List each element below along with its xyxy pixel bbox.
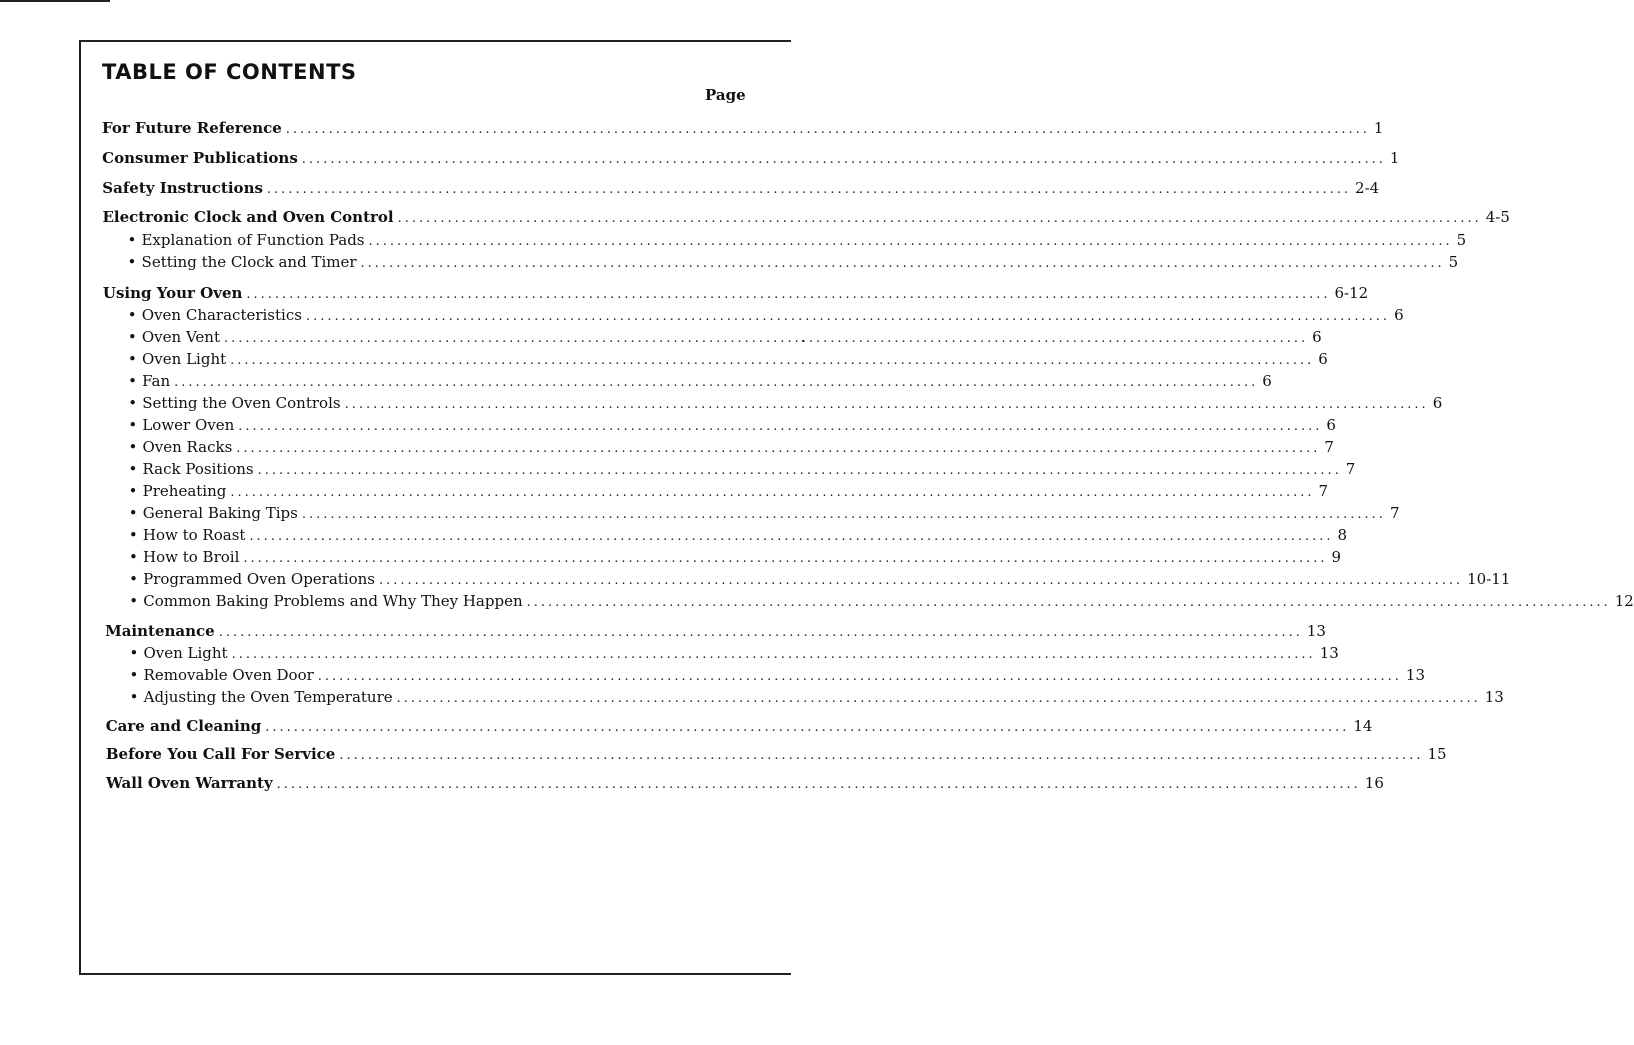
toc-entry-page: 5	[1456, 231, 1467, 249]
dot-leader: ........................................................................................................................................................	[265, 720, 1350, 735]
dot-leader: ........................................................................................................................................................	[218, 625, 1303, 640]
toc-section-entry	[102, 282, 1369, 304]
toc-sub-entry	[129, 568, 1511, 590]
dot-leader: ........................................................................................................................................................	[305, 309, 1391, 324]
toc-entry-label: Setting the Clock and Timer	[141, 253, 357, 271]
bullet-icon: •	[128, 416, 138, 434]
toc-sub-entry	[127, 251, 1459, 273]
toc-sub-entry	[128, 458, 1356, 480]
toc-entry-label: Rack Positions	[142, 460, 254, 478]
toc-entry-label: Oven Characteristics	[141, 306, 302, 324]
toc-section-entry	[105, 715, 1373, 737]
toc-entry-page: 6	[1262, 372, 1272, 390]
toc-entry-page: 7	[1345, 460, 1356, 478]
toc-entry-label: Adjusting the Oven Temperature	[143, 688, 393, 706]
dot-leader: ........................................................................................................................................................	[317, 669, 1402, 684]
bullet-icon: •	[128, 394, 138, 412]
dot-leader: ........................................................................................................................................................	[339, 748, 1424, 763]
toc-entry-page: 6	[1432, 394, 1443, 412]
toc-entry-page: 2-4	[1355, 179, 1380, 197]
bullet-icon: •	[127, 328, 137, 346]
bullet-icon: •	[129, 688, 139, 706]
page-column-heading: Page	[705, 86, 746, 104]
bullet-icon: •	[129, 592, 139, 610]
toc-sub-entry	[128, 414, 1336, 436]
dot-leader: ........................................................................................................................................................	[243, 551, 1328, 566]
toc-entry-page: 7	[1324, 438, 1334, 456]
toc-section-entry	[102, 206, 1510, 228]
dot-leader: ........................................................................................................................................................	[249, 529, 1334, 544]
toc-entry-page: 15	[1427, 745, 1447, 763]
toc-entry-label: Lower Oven	[142, 416, 235, 434]
bullet-icon: •	[129, 570, 138, 588]
toc-entry-label: Setting the Oven Controls	[142, 394, 341, 412]
toc-entry-label: Consumer Publications	[102, 149, 298, 167]
dot-leader: ........................................................................................................................................................	[223, 331, 1309, 346]
toc-entry-page: 13	[1484, 688, 1504, 706]
bullet-icon: •	[129, 666, 139, 684]
toc-entry-label: Oven Vent	[141, 328, 220, 346]
toc-entry-label: Oven Racks	[142, 438, 233, 456]
toc-section-entry	[102, 177, 1380, 199]
toc-entry-label: Common Baking Problems and Why They Happen	[143, 592, 523, 610]
toc-entry-label: Wall Oven Warranty	[106, 774, 273, 792]
toc-sub-entry	[128, 502, 1400, 524]
toc-entry-page: 6-12	[1334, 284, 1369, 302]
bullet-icon: •	[128, 460, 138, 478]
toc-section-entry	[105, 620, 1326, 642]
toc-entry-page: 6	[1326, 416, 1336, 434]
dot-leader: ........................................................................................................................................................	[344, 397, 1429, 412]
dot-leader: ........................................................................................................................................................	[246, 287, 1331, 302]
bullet-icon: •	[128, 372, 137, 390]
toc-section-entry	[105, 743, 1447, 765]
toc-entry-page: 9	[1331, 548, 1342, 566]
dot-leader: ........................................................................................................................................................	[397, 211, 1482, 226]
toc-entry-page: 12	[1614, 592, 1634, 610]
toc-entry-label: Explanation of Function Pads	[141, 231, 365, 249]
dot-leader: ........................................................................................................................................................	[379, 573, 1464, 588]
toc-entry-label: Care and Cleaning	[105, 717, 262, 735]
toc-sub-entry	[129, 664, 1425, 686]
dot-leader: ........................................................................................................................................................	[285, 122, 1370, 137]
dot-leader: ........................................................................................................................................................	[368, 234, 1453, 249]
toc-entry-label: Before You Call For Service	[105, 745, 336, 763]
dot-leader: ........................................................................................................................................................	[301, 507, 1386, 522]
dot-leader: ........................................................................................................................................................	[230, 485, 1315, 500]
toc-section-entry	[102, 147, 1400, 169]
toc-entry-page: 6	[1318, 350, 1328, 368]
toc-section-entry	[102, 117, 1384, 139]
toc-entry-page: 13	[1306, 622, 1326, 640]
bullet-icon: •	[127, 306, 137, 324]
dot-leader: ........................................................................................................................................................	[174, 375, 1259, 390]
toc-entry-label: General Baking Tips	[142, 504, 298, 522]
toc-entry-page: 6	[1312, 328, 1322, 346]
toc-sub-entry	[129, 590, 1634, 612]
toc-entry-label: How to Roast	[142, 526, 246, 544]
toc-entry-label: How to Broil	[143, 548, 240, 566]
dot-leader: ........................................................................................................................................................	[396, 691, 1481, 706]
bullet-icon: •	[129, 644, 139, 662]
toc-entry-label: Fan	[142, 372, 171, 390]
toc-sub-entry	[127, 304, 1404, 326]
toc-sub-entry	[128, 392, 1443, 414]
toc-sub-entry	[128, 370, 1272, 392]
toc-sub-entry	[127, 326, 1322, 348]
dot-leader: ........................................................................................................................................................	[231, 647, 1316, 662]
dot-leader: ........................................................................................................................................................	[257, 463, 1342, 478]
toc-entry-page: 7	[1389, 504, 1400, 522]
dot-leader: ........................................................................................................................................................	[266, 182, 1352, 197]
dot-leader: ........................................................................................................................................................	[238, 419, 1323, 434]
toc-entry-page: 8	[1337, 526, 1348, 544]
toc-entry-page: 16	[1364, 774, 1384, 792]
toc-sub-entry	[128, 348, 1328, 370]
toc-entry-page: 4-5	[1485, 208, 1510, 226]
dot-leader: ........................................................................................................................................................	[360, 256, 1445, 271]
toc-entry-label: Safety Instructions	[102, 179, 263, 197]
toc-entry-page: 5	[1448, 253, 1459, 271]
dot-leader: ........................................................................................................................................................	[236, 441, 1321, 456]
bullet-icon: •	[128, 526, 138, 544]
bullet-icon: •	[128, 350, 137, 368]
toc-section-entry	[106, 772, 1384, 794]
toc-entry-label: Preheating	[142, 482, 227, 500]
dot-leader: ........................................................................................................................................................	[526, 595, 1611, 610]
toc-entry-label: Maintenance	[105, 622, 215, 640]
toc-entry-page: 1	[1389, 149, 1400, 167]
toc-entry-label: Oven Light	[142, 350, 227, 368]
toc-entry-label: Removable Oven Door	[143, 666, 314, 684]
toc-entry-label: Electronic Clock and Oven Control	[102, 208, 394, 226]
bullet-icon: •	[127, 231, 137, 249]
bullet-icon: •	[128, 438, 138, 456]
bullet-icon: •	[128, 482, 138, 500]
bullet-icon: •	[128, 504, 138, 522]
toc-sub-entry	[128, 480, 1329, 502]
dot-leader: ........................................................................................................................................................	[276, 777, 1361, 792]
bullet-icon: •	[129, 548, 138, 566]
toc-sub-entry	[128, 436, 1334, 458]
toc-entry-label: Programmed Oven Operations	[143, 570, 375, 588]
toc-entry-label: Oven Light	[143, 644, 228, 662]
toc-sub-entry	[129, 546, 1342, 568]
toc-entry-page: 13	[1319, 644, 1339, 662]
toc-entry-page: 10-11	[1467, 570, 1511, 588]
toc-entry-page: 6	[1394, 306, 1404, 324]
dot-leader: ........................................................................................................................................................	[301, 152, 1386, 167]
toc-entry-page: 14	[1353, 717, 1373, 735]
toc-entry-page: 1	[1373, 119, 1384, 137]
bullet-icon: •	[127, 253, 137, 271]
toc-entry-page: 7	[1318, 482, 1329, 500]
toc-sub-entry	[129, 642, 1339, 664]
toc-sub-entry	[127, 229, 1467, 251]
page-title: TABLE OF CONTENTS	[102, 60, 357, 84]
dot-leader: ........................................................................................................................................................	[230, 353, 1315, 368]
toc-sub-entry	[129, 686, 1504, 708]
toc-sub-entry	[128, 524, 1348, 546]
toc-entry-label: For Future Reference	[102, 119, 282, 137]
toc-entry-label: Using Your Oven	[102, 284, 243, 302]
toc-entry-page: 13	[1405, 666, 1425, 684]
top-edge-rule	[0, 0, 110, 2]
